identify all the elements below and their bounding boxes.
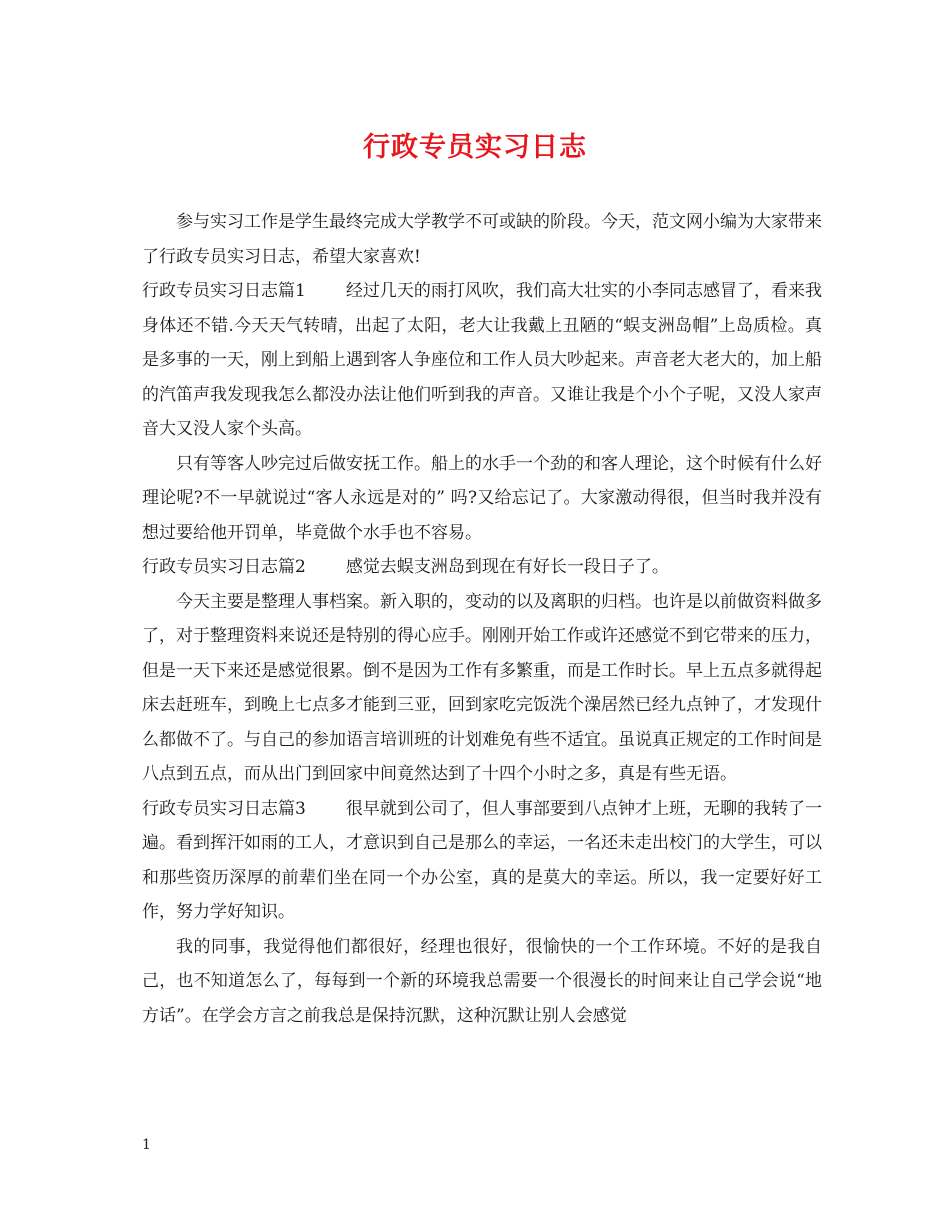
document-title: 行政专员实习日志 [363,132,587,163]
paragraph-entry-3-cont: 我的同事，我觉得他们都很好，经理也很好，很愉快的一个工作环境。不好的是我自己，也不知道怎么了，每每到一个新的环境我总需要一个很漫长的时间来让自己学会说“地方话”。在学会方言之前我总是保持沉默，这种沉默让别人会感觉 [142,936,822,1026]
paragraph-entry-1-cont: 只有等客人吵完过后做安抚工作。船上的水手一个劲的和客人理论，这个时候有什么好理论呢?不一早就说过“客人永远是对的” 吗?又给忘记了。大家激动得很，但当时我并没有想过要给他开罚单，毕竟做个水手也不容易。 [142,453,822,543]
entry-text: 很早就到公司了，但人事部要到八点钟才上班，无聊的我转了一遍。看到挥汗如雨的工人，才意识到自己是那么的幸运，一名还未走出校门的大学生，可以和那些资历深厚的前辈们坐在同一个办公室，真的是莫大的幸运。所以，我一定要好好工作，努力学好知识。 [142,798,822,922]
entry-heading: 行政专员实习日志篇2 [142,557,306,577]
entry-text: 感觉去蜈支洲岛到现在有好长一段日子了。 [345,557,669,577]
entry-heading: 行政专员实习日志篇1 [142,281,306,301]
paragraph-entry-1 [142,274,822,447]
entry-text: 经过几天的雨打风吹，我们高大壮实的小李同志感冒了，看来我身体还不错.今天天气转晴，出起了太阳，老大让我戴上丑陋的“蜈支洲岛帽”上岛质检。真是多事的一天，刚上到船上遇到客人争座位和工作人员大吵起来。声音老大老大的，加上船的汽笛声我发现我怎么都没办法让他们听到我的声音。又谁让我是个小个子呢，又没人家声音大又没人家个头高。 [142,281,822,439]
paragraph-entry-2 [142,550,822,585]
paragraph-entry-2-cont: 今天主要是整理人事档案。新入职的，变动的以及离职的归档。也许是以前做资料做多了，对于整理资料来说还是特别的得心应手。刚刚开始工作或许还感觉不到它带来的压力，但是一天下来还是感觉很累。倒不是因为工作有多繁重，而是工作时长。早上五点多就得起床去赶班车，到晚上七点多才能到三亚，回到家吃完饭洗个澡居然已经九点钟了，才发现什么都做不了。与自己的参加语言培训班的计划难免有些不适宜。虽说真正规定的工作时间是八点到五点，而从出门到回家中间竟然达到了十四个小时之多，真是有些无语。 [142,591,822,784]
document-body [142,205,822,1033]
entry-heading: 行政专员实习日志篇3 [142,798,306,819]
paragraph-entry-3 [142,792,822,930]
paragraph-intro: 参与实习工作是学生最终完成大学教学不可或缺的阶段。今天，范文网小编为大家带来了行政专员实习日志，希望大家喜欢! [142,212,822,267]
page-number: 1 [142,1137,151,1153]
